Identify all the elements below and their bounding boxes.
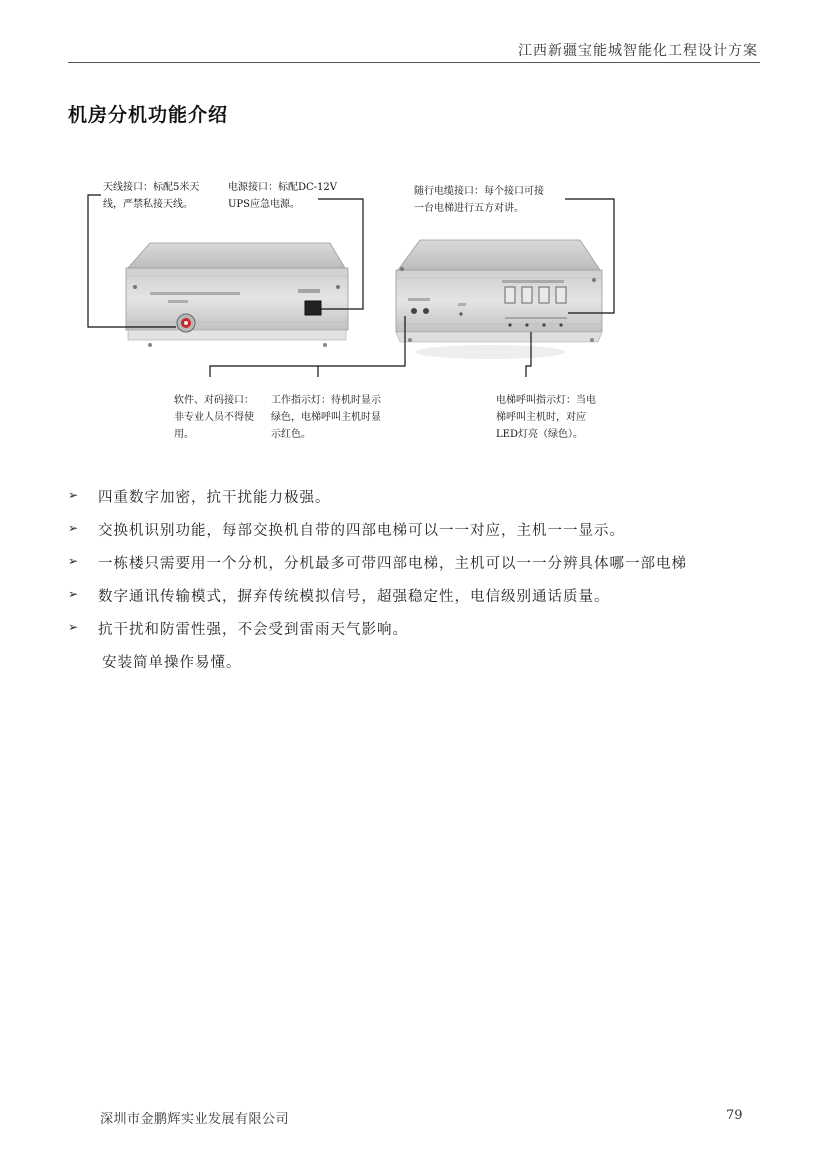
list-item bbox=[68, 585, 768, 618]
list-item-text: 四重数字加密，抗干扰能力极强。 bbox=[98, 490, 331, 506]
arrow-bullet-icon: ➢ bbox=[68, 620, 80, 634]
page-number: 79 bbox=[726, 1108, 743, 1123]
device-figure bbox=[0, 0, 828, 460]
software-port-callout: 软件、对码接口： 非专业人员不得使 用。 bbox=[174, 395, 254, 440]
right-device bbox=[396, 240, 602, 359]
section-title: 机房分机功能介绍 bbox=[68, 104, 229, 126]
list-item-text: 数字通讯传输模式，摒弃传统模拟信号，超强稳定性，电信级别通话质量。 bbox=[98, 589, 610, 605]
device-photos bbox=[0, 0, 828, 460]
list-item-text: 交换机识别功能，每部交换机自带的四部电梯可以一一对应，主机一一显示。 bbox=[98, 523, 625, 539]
left-device bbox=[126, 243, 348, 347]
list-item bbox=[68, 486, 768, 519]
footer-company: 深圳市金鹏辉实业发展有限公司 bbox=[100, 1112, 290, 1127]
work-led-icon bbox=[459, 312, 462, 315]
dc-power-jack-icon bbox=[305, 301, 321, 315]
list-item bbox=[68, 618, 768, 651]
header-title: 江西新疆宝能城智能化工程设计方案 bbox=[518, 43, 758, 59]
trailing-cable-callout: 随行电缆接口：每个接口可接 一台电梯进行五方对讲。 bbox=[414, 186, 544, 214]
elevator-led-callout: 电梯呼叫指示灯：当电 梯呼叫主机时，对应 LED灯亮（绿色）。 bbox=[496, 395, 596, 440]
arrow-bullet-icon: ➢ bbox=[68, 521, 80, 535]
trailing-line: 安装简单操作易懂。 bbox=[102, 655, 242, 671]
work-led-callout: 工作指示灯：待机时显示 绿色，电梯呼叫主机时显 示红色。 bbox=[271, 395, 381, 440]
list-item bbox=[68, 519, 768, 552]
software-port-icon bbox=[411, 308, 417, 314]
arrow-bullet-icon: ➢ bbox=[68, 554, 80, 568]
list-item bbox=[68, 552, 768, 585]
power-callout: 电源接口：标配DC-12V UPS应急电源。 bbox=[228, 182, 337, 210]
arrow-bullet-icon: ➢ bbox=[68, 488, 80, 502]
arrow-bullet-icon: ➢ bbox=[68, 587, 80, 601]
feature-list bbox=[68, 486, 768, 684]
list-item-text: 抗干扰和防雷性强，不会受到雷雨天气影响。 bbox=[98, 622, 408, 638]
antenna-callout: 天线接口：标配5米天 线，严禁私接天线。 bbox=[103, 182, 200, 210]
list-item-text: 一栋楼只需要用一个分机，分机最多可带四部电梯，主机可以一一分辨具体哪一部电梯 bbox=[98, 556, 687, 572]
